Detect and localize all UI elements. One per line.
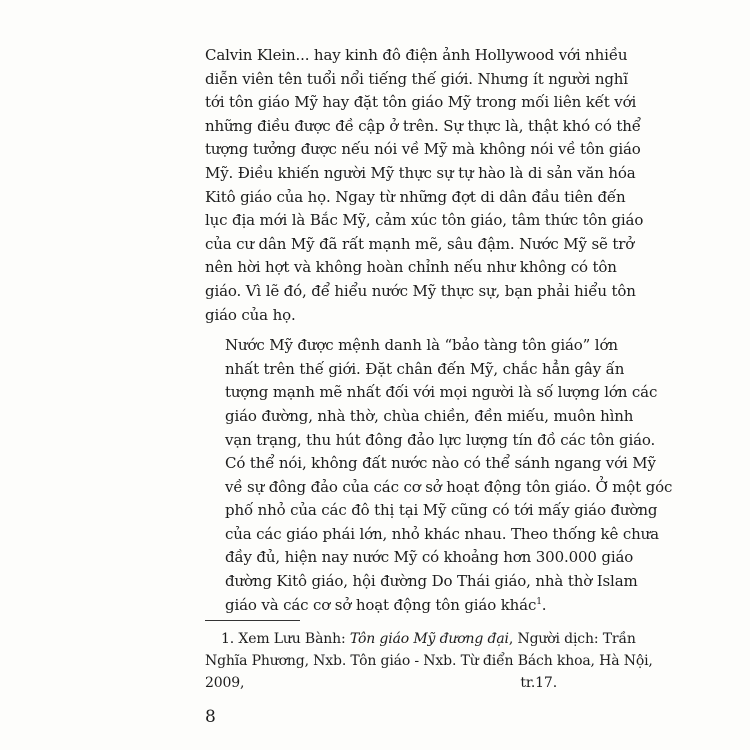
footnote-book-title: Tôn giáo Mỹ đương đại [349, 631, 509, 647]
text-line: Calvin Klein... hay kinh đô điện ảnh Hollywood với nhiều [205, 46, 628, 64]
text-line: lục địa mới là Bắc Mỹ, cảm xúc tôn giáo, tâm thức tôn giáo [205, 211, 644, 230]
text-line: nên hời hợt và không hoàn chỉnh nếu như không có tôn [205, 258, 617, 277]
text-line: đường Kitô giáo, hội đường Do Thái giáo, nhà thờ Islam [225, 572, 638, 591]
footnote-number: 1. [221, 631, 235, 647]
text-line: của cư dân Mỹ đã rất mạnh mẽ, sâu đậm. Nước Mỹ sẽ trở [205, 234, 635, 253]
paragraph-2 [205, 334, 673, 617]
text-line: đầy đủ, hiện nay nước Mỹ có khoảng hơn 300.000 giáo [225, 548, 634, 567]
text-line: Nước Mỹ được mệnh danh là “bảo tàng tôn giáo” lớn [225, 336, 618, 355]
footnote-line [205, 628, 636, 650]
paragraph-1 [205, 44, 644, 327]
text-line: về sự đông đảo của các cơ sở hoạt động tôn giáo. Ở một góc [225, 477, 673, 496]
text-line: Kitô giáo của họ. Ngay từ những đợt di dân đầu tiên đến [205, 187, 626, 206]
text-line: diễn viên tên tuổi nổi tiếng thế giới. Nhưng ít người nghĩ [205, 69, 628, 88]
footnote-author: Xem Lưu Bành: [238, 631, 346, 647]
text-line: phố nhỏ của các đô thị tại Mỹ cũng có tới mấy giáo đường [225, 501, 658, 520]
footnote-line: Nghĩa Phương, Nxb. Tôn giáo - Nxb. Từ điển Bách khoa, Hà Nội, [205, 653, 653, 669]
text-line: của các giáo phái lớn, nhỏ khác nhau. Theo thống kê chưa [225, 524, 659, 543]
text-line: nhất trên thế giới. Đặt chân đến Mỹ, chắc hẳn gây ấn [225, 359, 625, 378]
footnote-line: 2009, tr.17. [205, 675, 557, 691]
text-line: giáo. Vì lẽ đó, để hiểu nước Mỹ thực sự, bạn phải hiểu tôn [205, 281, 636, 300]
text-line: tượng mạnh mẽ nhất đối với mọi người là số lượng lớn các [225, 383, 658, 402]
page-number: 8 [205, 707, 216, 727]
text-line: những điều được đề cập ở trên. Sự thực là, thật khó có thể [205, 116, 641, 135]
text-line: tượng tưởng được nếu nói về Mỹ mà không nói về tôn giáo [205, 140, 641, 159]
footnote-marker[interactable]: 1 [536, 596, 542, 607]
text-line: giáo đường, nhà thờ, chùa chiền, đền miếu, muôn hình [225, 406, 634, 425]
text-line: Có thể nói, không đất nước nào có thể sánh ngang với Mỹ [225, 454, 656, 473]
text-line: tới tôn giáo Mỹ hay đặt tôn giáo Mỹ trong mối liên kết với [205, 93, 637, 112]
text-line: giáo và các cơ sở hoạt động tôn giáo khác$^1$. [225, 595, 547, 614]
footnote [205, 628, 653, 694]
footnote-divider [205, 620, 300, 621]
text-line-content: giáo và các cơ sở hoạt động tôn giáo khác [225, 595, 537, 614]
text-line: giáo của họ. [205, 305, 296, 324]
text-line: Mỹ. Điều khiến người Mỹ thực sự tự hào là di sản văn hóa [205, 163, 636, 182]
body-text [205, 44, 673, 617]
text-line: vạn trạng, thu hút đông đảo lực lượng tín đồ các tôn giáo. [225, 430, 656, 449]
footnote-rest: , Người dịch: Trần [508, 631, 636, 647]
